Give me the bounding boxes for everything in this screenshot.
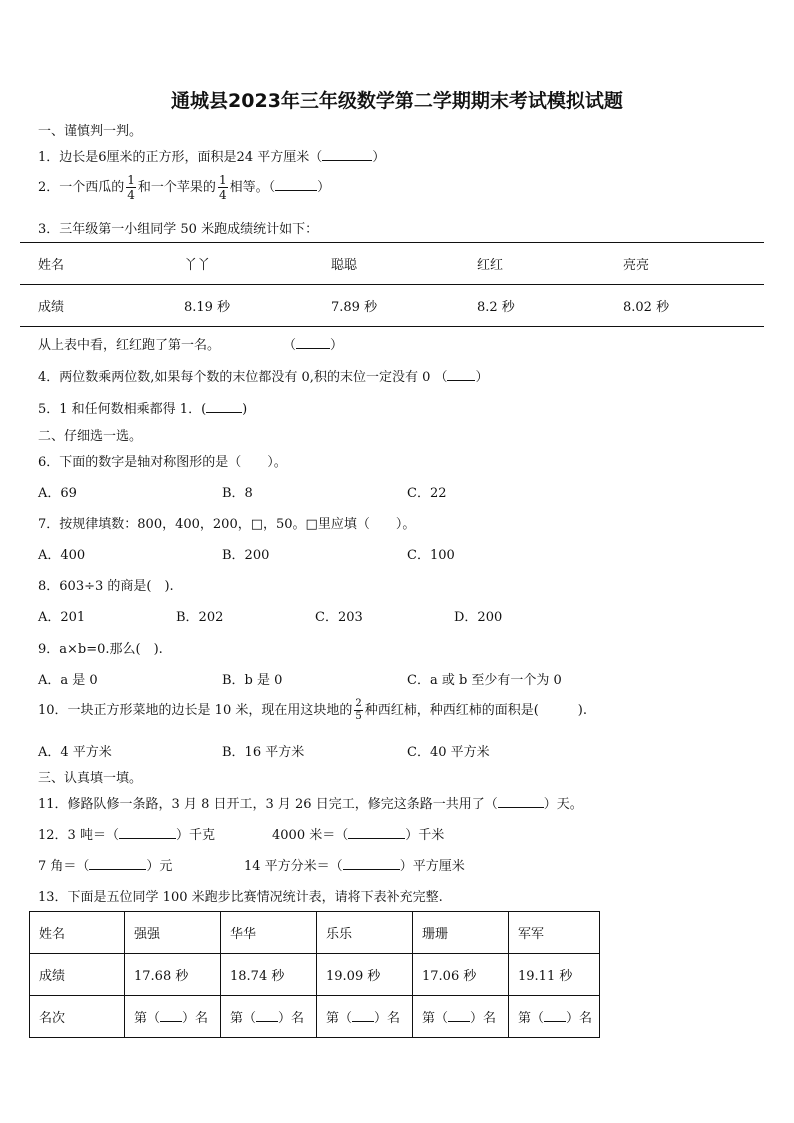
q12-a-answer-blank[interactable] — [119, 826, 176, 839]
table-cell: 乐乐 — [317, 912, 413, 954]
table-cell: 19.09 秒 — [317, 954, 413, 996]
q12-d-suffix: ）平方厘米 — [399, 859, 465, 874]
section-3-heading: 三、认真填一填。 — [38, 771, 143, 786]
table-row — [30, 912, 600, 954]
q3-close: ） — [330, 338, 344, 353]
table-row — [30, 954, 600, 996]
q2-frac2-numerator: 1 — [218, 173, 227, 187]
question-4 — [38, 366, 489, 385]
table-cell: 强强 — [125, 912, 221, 954]
q5-close: ) — [242, 402, 248, 417]
q2-text-a: 2．一个西瓜的 — [38, 180, 125, 195]
rank-cell — [413, 996, 509, 1038]
q11-suffix: ）天。 — [543, 797, 583, 812]
q12-a-prefix: 12．3 吨＝（ — [38, 828, 119, 843]
table-cell: 成绩 — [30, 954, 125, 996]
section-2-heading: 二、仔细选一选。 — [38, 429, 143, 444]
q12-d-answer-blank[interactable] — [343, 857, 400, 870]
q1-close: ） — [372, 150, 386, 165]
rank-suffix: ）名 — [566, 1011, 593, 1026]
table-cell: 名次 — [30, 996, 125, 1038]
q6-option-c[interactable]: C．22 — [407, 486, 447, 501]
table-cell: 姓名 — [30, 912, 125, 954]
q2-close: ） — [317, 180, 331, 195]
table-cell: 成绩 — [20, 285, 166, 327]
table-cell: 18.74 秒 — [221, 954, 317, 996]
table-cell: 17.06 秒 — [413, 954, 509, 996]
question-9: 9．a×b=0.那么( ). — [38, 642, 163, 657]
question-12-part-3 — [38, 855, 172, 874]
q12-a-suffix: ）千克 — [175, 828, 215, 843]
q10-frac-denominator: 5 — [355, 711, 362, 722]
rank-answer-blank[interactable] — [448, 1009, 470, 1022]
q7-option-b[interactable]: B．200 — [222, 548, 270, 563]
question-12-part-1 — [38, 824, 215, 843]
rank-prefix: 第（ — [230, 1011, 257, 1026]
q3-open: （ — [283, 338, 297, 353]
table-cell: 8.02 秒 — [605, 285, 764, 327]
question-1 — [38, 146, 385, 165]
q2-fraction-2 — [218, 174, 228, 201]
table-row — [20, 285, 764, 327]
rank-answer-blank[interactable] — [256, 1009, 278, 1022]
table-cell: 19.11 秒 — [509, 954, 600, 996]
question-12-part-4 — [244, 855, 465, 874]
q9-option-a[interactable]: A．a 是 0 — [38, 673, 98, 688]
table-cell: 丫丫 — [166, 243, 313, 285]
q10-option-a[interactable]: A．4 平方米 — [38, 745, 112, 760]
q12-b-prefix: 4000 米＝（ — [272, 828, 349, 843]
q13-table — [29, 911, 600, 1038]
table-row — [30, 996, 600, 1038]
table-cell: 军军 — [509, 912, 600, 954]
table-cell: 8.19 秒 — [166, 285, 313, 327]
rank-suffix: ）名 — [182, 1011, 209, 1026]
q6-option-a[interactable]: A．69 — [38, 486, 77, 501]
q4-text: 4．两位数乘两位数,如果每个数的末位都没有 0,积的末位一定没有 0 （ — [38, 370, 448, 385]
q2-text-c: 相等。（ — [229, 180, 276, 195]
table-cell: 亮亮 — [605, 243, 764, 285]
rank-cell — [317, 996, 413, 1038]
q11-text: 11．修路队修一条路，3 月 8 日开工，3 月 26 日完工，修完这条路一共用了（ — [38, 797, 498, 812]
page-title: 通城县2023年三年级数学第二学期期末考试模拟试题 — [171, 90, 623, 112]
q12-b-suffix: ）千米 — [405, 828, 445, 843]
question-10 — [38, 699, 587, 722]
table-cell: 8.2 秒 — [459, 285, 605, 327]
rank-cell — [221, 996, 317, 1038]
question-3: 3．三年级第一小组同学 50 米跑成绩统计如下： — [38, 222, 319, 237]
q12-b-answer-blank[interactable] — [348, 826, 405, 839]
table-cell: 7.89 秒 — [313, 285, 459, 327]
q9-option-b[interactable]: B．b 是 0 — [222, 673, 283, 688]
q7-option-c[interactable]: C．100 — [407, 548, 455, 563]
q9-option-c[interactable]: C．a 或 b 至少有一个为 0 — [407, 673, 562, 688]
q10-frac-numerator: 2 — [355, 698, 362, 709]
q11-answer-blank[interactable] — [498, 795, 544, 808]
q3-followup-text: 从上表中看，红红跑了第一名。 — [38, 338, 221, 353]
question-2 — [38, 174, 330, 201]
section-1-heading: 一、谨慎判一判。 — [38, 124, 143, 139]
question-13: 13．下面是五位同学 100 米跑步比赛情况统计表，请将下表补充完整. — [38, 890, 443, 905]
rank-suffix: ）名 — [470, 1011, 497, 1026]
q2-fraction-1 — [126, 174, 136, 201]
rank-cell — [125, 996, 221, 1038]
table-cell: 姓名 — [20, 243, 166, 285]
q10-option-b[interactable]: B．16 平方米 — [222, 745, 305, 760]
question-12-part-2 — [272, 824, 444, 843]
rank-suffix: ）名 — [278, 1011, 305, 1026]
table-cell: 红红 — [459, 243, 605, 285]
table-cell: 华华 — [221, 912, 317, 954]
q10-text-a: 10．一块正方形菜地的边长是 10 米，现在用这块地的 — [38, 703, 353, 718]
q2-text-b: 和一个苹果的 — [137, 180, 216, 195]
q5-text: 5．1 和任何数相乘都得 1．( — [38, 402, 207, 417]
rank-suffix: ）名 — [374, 1011, 401, 1026]
q10-text-b: 种西红柿，种西红柿的面积是( ). — [364, 703, 588, 718]
question-5 — [38, 398, 247, 417]
q2-answer-blank[interactable] — [275, 178, 317, 191]
q12-c-answer-blank[interactable] — [89, 857, 146, 870]
table-cell: 聪聪 — [313, 243, 459, 285]
table-cell: 珊珊 — [413, 912, 509, 954]
q12-d-prefix: 14 平方分米＝（ — [244, 859, 343, 874]
question-8: 8．603÷3 的商是( ). — [38, 579, 174, 594]
q4-answer-blank[interactable] — [447, 368, 475, 381]
rank-prefix: 第（ — [134, 1011, 161, 1026]
rank-answer-blank[interactable] — [352, 1009, 374, 1022]
q2-frac2-denominator: 4 — [218, 188, 227, 202]
rank-prefix: 第（ — [326, 1011, 353, 1026]
q2-frac1-denominator: 4 — [127, 188, 135, 202]
q4-close: ） — [475, 370, 489, 385]
rank-answer-blank[interactable] — [160, 1009, 182, 1022]
q8-option-d[interactable]: D．200 — [454, 610, 503, 625]
q8-option-c[interactable]: C．203 — [315, 610, 363, 625]
q6-option-b[interactable]: B．8 — [222, 486, 253, 501]
table-row — [20, 243, 764, 285]
question-11 — [38, 793, 583, 812]
q12-c-suffix: ）元 — [146, 859, 173, 874]
q1-text: 1．边长是6厘米的正方形，面积是24 平方厘米（ — [38, 150, 323, 165]
table-cell: 17.68 秒 — [125, 954, 221, 996]
rank-cell — [509, 996, 600, 1038]
q5-answer-blank[interactable] — [206, 400, 242, 413]
q3-table — [20, 242, 764, 327]
rank-answer-blank[interactable] — [544, 1009, 566, 1022]
question-7: 7．按规律填数：800，400，200，□，50。□里应填（ ）。 — [38, 517, 416, 532]
q10-option-c[interactable]: C．40 平方米 — [407, 745, 490, 760]
q12-c-prefix: 7 角＝（ — [38, 859, 90, 874]
q10-fraction — [354, 699, 362, 722]
q8-option-a[interactable]: A．201 — [38, 610, 86, 625]
q2-frac1-numerator: 1 — [127, 173, 135, 187]
q1-answer-blank[interactable] — [322, 148, 372, 161]
question-6: 6．下面的数字是轴对称图形的是（ ）。 — [38, 455, 287, 470]
rank-prefix: 第（ — [422, 1011, 449, 1026]
q8-option-b[interactable]: B．202 — [176, 610, 224, 625]
rank-prefix: 第（ — [518, 1011, 545, 1026]
q7-option-a[interactable]: A．400 — [38, 548, 86, 563]
q3-answer-blank[interactable] — [296, 336, 330, 349]
q3-followup — [38, 334, 343, 353]
